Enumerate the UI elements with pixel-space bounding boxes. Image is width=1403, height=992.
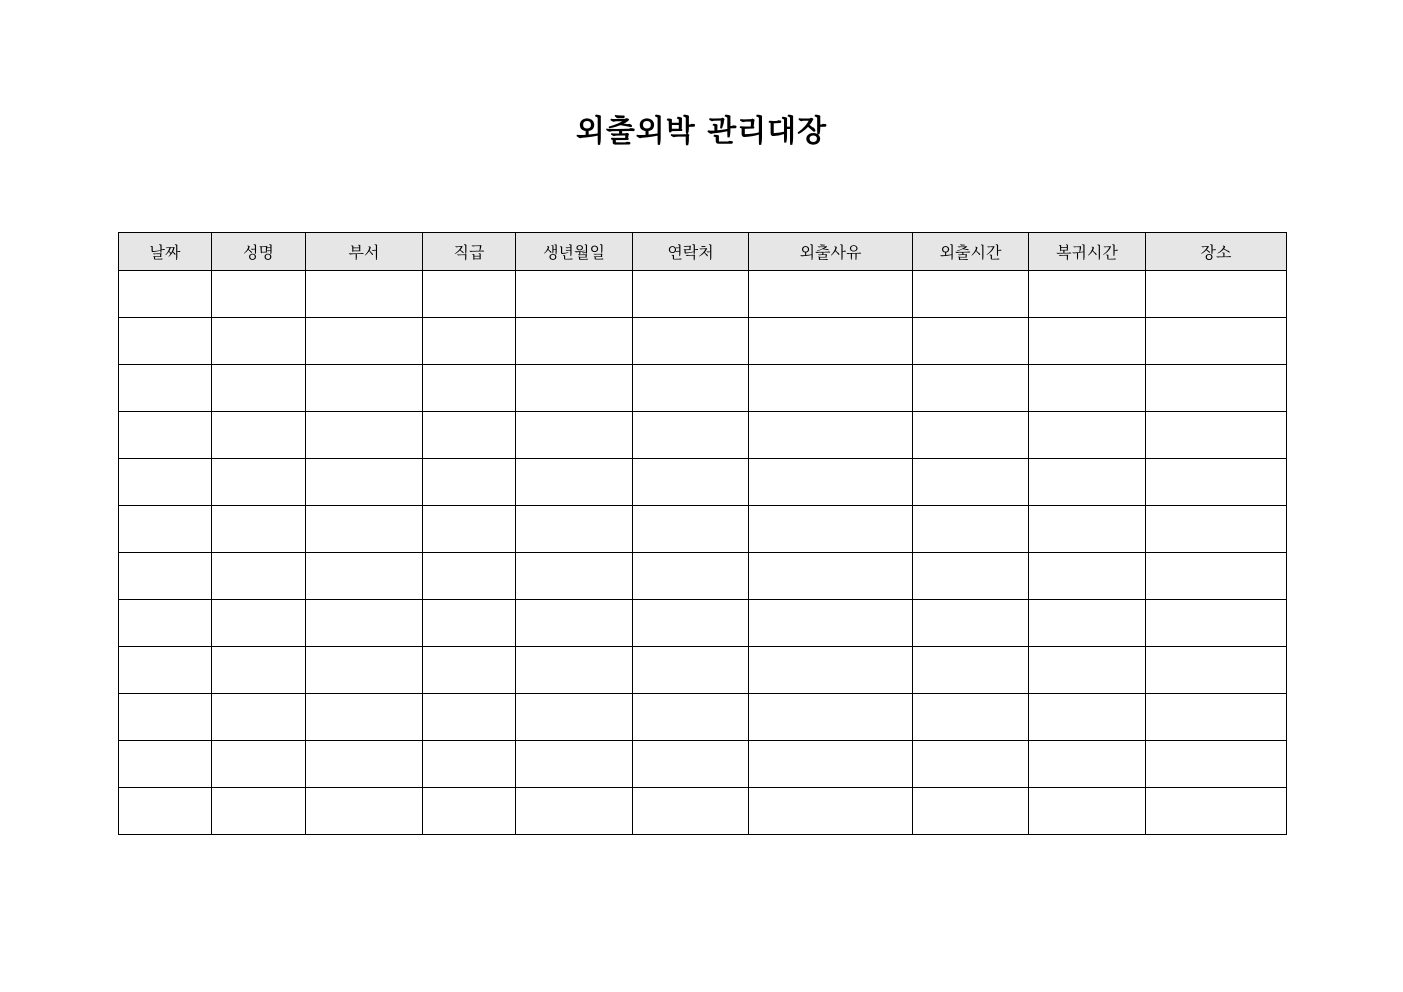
table-cell[interactable] <box>749 506 913 553</box>
table-cell[interactable] <box>516 741 633 788</box>
table-cell[interactable] <box>913 506 1029 553</box>
table-cell[interactable] <box>516 647 633 694</box>
header-return-time: 복귀시간 <box>1029 233 1146 271</box>
table-cell[interactable] <box>633 694 749 741</box>
table-cell[interactable] <box>423 741 516 788</box>
table-cell[interactable] <box>306 600 423 647</box>
table-cell[interactable] <box>1146 506 1287 553</box>
table-cell[interactable] <box>306 318 423 365</box>
table-cell[interactable] <box>1146 459 1287 506</box>
header-row <box>119 233 1287 271</box>
table-cell[interactable] <box>423 318 516 365</box>
page-title: 외출외박 관리대장 <box>575 114 828 149</box>
table-cell[interactable] <box>516 318 633 365</box>
table-cell[interactable] <box>423 412 516 459</box>
table-cell[interactable] <box>1029 318 1146 365</box>
table-cell[interactable] <box>1029 553 1146 600</box>
table-cell[interactable] <box>119 694 212 741</box>
table-row <box>119 271 1287 318</box>
table-cell[interactable] <box>119 647 212 694</box>
table-cell[interactable] <box>306 694 423 741</box>
table-cell[interactable] <box>119 741 212 788</box>
table-row <box>119 788 1287 835</box>
table-cell[interactable] <box>516 412 633 459</box>
table-cell[interactable] <box>749 600 913 647</box>
table-cell[interactable] <box>749 318 913 365</box>
table-cell[interactable] <box>913 553 1029 600</box>
table-cell[interactable] <box>1146 647 1287 694</box>
table-cell[interactable] <box>423 694 516 741</box>
table-cell[interactable] <box>423 647 516 694</box>
table-cell[interactable] <box>913 412 1029 459</box>
table-cell[interactable] <box>119 459 212 506</box>
table-cell[interactable] <box>1146 365 1287 412</box>
table-cell[interactable] <box>749 271 913 318</box>
table-cell[interactable] <box>633 412 749 459</box>
table-cell[interactable] <box>306 412 423 459</box>
table-cell[interactable] <box>516 459 633 506</box>
table-cell[interactable] <box>516 271 633 318</box>
table-cell[interactable] <box>423 506 516 553</box>
header-birthdate: 생년월일 <box>516 233 633 271</box>
table-cell[interactable] <box>119 271 212 318</box>
header-position: 직급 <box>423 233 516 271</box>
header-date: 날짜 <box>119 233 212 271</box>
table-cell[interactable] <box>212 694 306 741</box>
table-cell[interactable] <box>749 553 913 600</box>
table-cell[interactable] <box>913 459 1029 506</box>
table-cell[interactable] <box>119 600 212 647</box>
table-cell[interactable] <box>633 271 749 318</box>
table-cell[interactable] <box>212 741 306 788</box>
header-out-time: 외출시간 <box>913 233 1029 271</box>
table-cell[interactable] <box>516 694 633 741</box>
table-cell[interactable] <box>423 365 516 412</box>
header-department: 부서 <box>306 233 423 271</box>
table-row <box>119 600 1287 647</box>
table-cell[interactable] <box>516 506 633 553</box>
table-cell[interactable] <box>1029 271 1146 318</box>
table-cell[interactable] <box>1146 741 1287 788</box>
table-cell[interactable] <box>516 788 633 835</box>
table-cell[interactable] <box>633 506 749 553</box>
table-cell[interactable] <box>749 741 913 788</box>
table-cell[interactable] <box>119 788 212 835</box>
table-cell[interactable] <box>1146 412 1287 459</box>
table-cell[interactable] <box>119 412 212 459</box>
table-cell[interactable] <box>633 553 749 600</box>
table-cell[interactable] <box>1029 788 1146 835</box>
table-cell[interactable] <box>119 365 212 412</box>
table-cell[interactable] <box>749 412 913 459</box>
table-cell[interactable] <box>306 788 423 835</box>
table-cell[interactable] <box>212 600 306 647</box>
table-cell[interactable] <box>749 647 913 694</box>
table-cell[interactable] <box>913 741 1029 788</box>
table-cell[interactable] <box>1029 365 1146 412</box>
table-cell[interactable] <box>423 600 516 647</box>
table-cell[interactable] <box>633 459 749 506</box>
table-cell[interactable] <box>516 600 633 647</box>
header-place: 장소 <box>1146 233 1287 271</box>
table-row <box>119 647 1287 694</box>
table-cell[interactable] <box>913 694 1029 741</box>
header-reason: 외출사유 <box>749 233 913 271</box>
table-cell[interactable] <box>749 365 913 412</box>
table-cell[interactable] <box>1146 553 1287 600</box>
table-cell[interactable] <box>423 459 516 506</box>
table-cell[interactable] <box>1146 271 1287 318</box>
table-cell[interactable] <box>212 271 306 318</box>
table-cell[interactable] <box>306 647 423 694</box>
table-row <box>119 412 1287 459</box>
table-cell[interactable] <box>913 318 1029 365</box>
table-row <box>119 459 1287 506</box>
table-cell[interactable] <box>119 506 212 553</box>
table-cell[interactable] <box>913 647 1029 694</box>
table-cell[interactable] <box>633 365 749 412</box>
header-contact: 연락처 <box>633 233 749 271</box>
table-row <box>119 694 1287 741</box>
table-cell[interactable] <box>212 412 306 459</box>
table-cell[interactable] <box>913 600 1029 647</box>
table-cell[interactable] <box>306 553 423 600</box>
table-cell[interactable] <box>1029 741 1146 788</box>
table-cell[interactable] <box>212 553 306 600</box>
table-cell[interactable] <box>633 647 749 694</box>
table-cell[interactable] <box>1029 506 1146 553</box>
table-cell[interactable] <box>516 553 633 600</box>
table-cell[interactable] <box>1029 412 1146 459</box>
table-row <box>119 365 1287 412</box>
table-cell[interactable] <box>119 553 212 600</box>
table-cell[interactable] <box>1029 694 1146 741</box>
table-cell[interactable] <box>306 365 423 412</box>
ledger-body <box>119 271 1287 835</box>
table-cell[interactable] <box>212 788 306 835</box>
table-cell[interactable] <box>1029 647 1146 694</box>
table-cell[interactable] <box>913 271 1029 318</box>
table-cell[interactable] <box>423 271 516 318</box>
table-cell[interactable] <box>212 365 306 412</box>
table-cell[interactable] <box>633 741 749 788</box>
table-cell[interactable] <box>633 318 749 365</box>
table-cell[interactable] <box>516 365 633 412</box>
ledger-table <box>118 232 1287 835</box>
table-row <box>119 741 1287 788</box>
table-cell[interactable] <box>212 647 306 694</box>
table-row <box>119 553 1287 600</box>
table-cell[interactable] <box>306 506 423 553</box>
table-cell[interactable] <box>913 365 1029 412</box>
table-cell[interactable] <box>119 318 212 365</box>
table-cell[interactable] <box>1146 600 1287 647</box>
table-cell[interactable] <box>1146 318 1287 365</box>
table-cell[interactable] <box>749 459 913 506</box>
table-cell[interactable] <box>306 271 423 318</box>
table-cell[interactable] <box>423 788 516 835</box>
table-cell[interactable] <box>306 459 423 506</box>
table-cell[interactable] <box>633 600 749 647</box>
table-cell[interactable] <box>1146 694 1287 741</box>
table-cell[interactable] <box>212 318 306 365</box>
table-cell[interactable] <box>212 459 306 506</box>
table-cell[interactable] <box>913 788 1029 835</box>
table-cell[interactable] <box>306 741 423 788</box>
table-cell[interactable] <box>1029 459 1146 506</box>
table-cell[interactable] <box>749 788 913 835</box>
table-cell[interactable] <box>749 694 913 741</box>
table-row <box>119 318 1287 365</box>
header-name: 성명 <box>212 233 306 271</box>
table-row <box>119 506 1287 553</box>
table-cell[interactable] <box>423 553 516 600</box>
table-cell[interactable] <box>1146 788 1287 835</box>
table-cell[interactable] <box>633 788 749 835</box>
table-cell[interactable] <box>212 506 306 553</box>
table-cell[interactable] <box>1029 600 1146 647</box>
